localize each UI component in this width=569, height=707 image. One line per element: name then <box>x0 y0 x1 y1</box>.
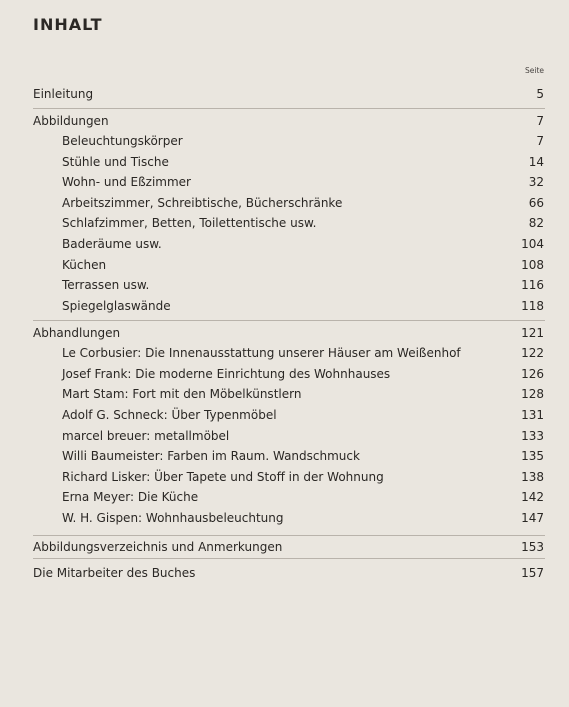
toc-entry-label: Josef Frank: Die moderne Einrichtung des Wohnhauses <box>62 367 391 381</box>
toc-entry-label: Schlafzimmer, Betten, Toilettentische usw. <box>62 216 317 230</box>
toc-entry-einleitung <box>0 84 569 104</box>
toc-entry-page: 153 <box>521 540 544 554</box>
toc-entry-label: Einleitung <box>33 87 94 101</box>
toc-entry-label: Spiegelglaswände <box>62 299 171 313</box>
toc-subentry <box>0 213 569 233</box>
toc-subentry <box>0 275 569 295</box>
toc-entry-mitarbeiter <box>0 563 569 583</box>
toc-subentry <box>0 364 569 384</box>
toc-entry-page: 108 <box>521 258 544 272</box>
toc-subentry <box>0 131 569 151</box>
toc-entry-page: 131 <box>521 408 544 422</box>
toc-entry-page: 147 <box>521 511 544 525</box>
divider <box>33 320 545 321</box>
page-column-header: Seite <box>524 66 544 75</box>
toc-entry-page: 126 <box>521 367 544 381</box>
toc-entry-label: Terrassen usw. <box>62 278 150 292</box>
toc-entry-label: Wohn- und Eßzimmer <box>62 175 191 189</box>
toc-entry-label: Erna Meyer: Die Küche <box>62 490 199 504</box>
toc-entry-abbildungen <box>0 111 569 131</box>
toc-entry-page: 135 <box>521 449 544 463</box>
toc-entry-page: 157 <box>521 566 544 580</box>
toc-entry-abbildungsverzeichnis <box>0 537 569 557</box>
toc-subentry <box>0 296 569 316</box>
toc-entry-page: 142 <box>521 490 544 504</box>
toc-entry-label: Die Mitarbeiter des Buches <box>33 566 196 580</box>
toc-entry-label: Abhandlungen <box>33 326 121 340</box>
toc-subentry <box>0 152 569 172</box>
toc-subentry <box>0 426 569 446</box>
toc-subentry <box>0 446 569 466</box>
toc-entry-label: Arbeitszimmer, Schreibtische, Bücherschränke <box>62 196 343 210</box>
toc-entry-page: 66 <box>528 196 544 210</box>
toc-entry-page: 138 <box>521 470 544 484</box>
toc-entry-page: 118 <box>521 299 544 313</box>
toc-entry-label: Mart Stam: Fort mit den Möbelkünstlern <box>62 387 302 401</box>
toc-entry-page: 121 <box>521 326 544 340</box>
toc-entry-label: Willi Baumeister: Farben im Raum. Wandschmuck <box>62 449 360 463</box>
toc-entry-page: 32 <box>528 175 544 189</box>
toc-entry-page: 104 <box>521 237 544 251</box>
divider <box>33 108 545 109</box>
toc-entry-page: 14 <box>528 155 544 169</box>
toc-entry-abhandlungen <box>0 323 569 343</box>
toc-subentry <box>0 193 569 213</box>
toc-entry-page: 116 <box>521 278 544 292</box>
toc-entry-page: 133 <box>521 429 544 443</box>
toc-entry-page: 82 <box>528 216 544 230</box>
toc-subentry <box>0 234 569 254</box>
toc-entry-label: Stühle und Tische <box>62 155 169 169</box>
toc-subentry <box>0 255 569 275</box>
toc-entry-label: Beleuchtungskörper <box>62 134 183 148</box>
toc-entry-label: Adolf G. Schneck: Über Typenmöbel <box>62 408 277 422</box>
toc-entry-page: 128 <box>521 387 544 401</box>
toc-subentry <box>0 467 569 487</box>
divider <box>33 558 545 559</box>
toc-entry-label: Richard Lisker: Über Tapete und Stoff in der Wohnung <box>62 470 384 484</box>
toc-subentry <box>0 508 569 528</box>
toc-entry-label: Küchen <box>62 258 107 272</box>
toc-entry-label: Abbildungsverzeichnis und Anmerkungen <box>33 540 283 554</box>
toc-subentry <box>0 405 569 425</box>
toc-entry-page: 5 <box>536 87 544 101</box>
page-title: INHALT <box>33 15 103 34</box>
toc-subentry <box>0 343 569 363</box>
toc-entry-label: Le Corbusier: Die Innenausstattung unserer Häuser am Weißenhof <box>62 346 461 360</box>
toc-subentry <box>0 172 569 192</box>
divider <box>33 535 545 536</box>
toc-subentry <box>0 487 569 507</box>
toc-entry-label: marcel breuer: metallmöbel <box>62 429 230 443</box>
toc-entry-label: Abbildungen <box>33 114 109 128</box>
toc-entry-page: 122 <box>521 346 544 360</box>
toc-entry-label: W. H. Gispen: Wohnhausbeleuchtung <box>62 511 284 525</box>
toc-subentry <box>0 384 569 404</box>
toc-entry-label: Baderäume usw. <box>62 237 162 251</box>
toc-entry-page: 7 <box>536 114 544 128</box>
toc-entry-page: 7 <box>536 134 544 148</box>
